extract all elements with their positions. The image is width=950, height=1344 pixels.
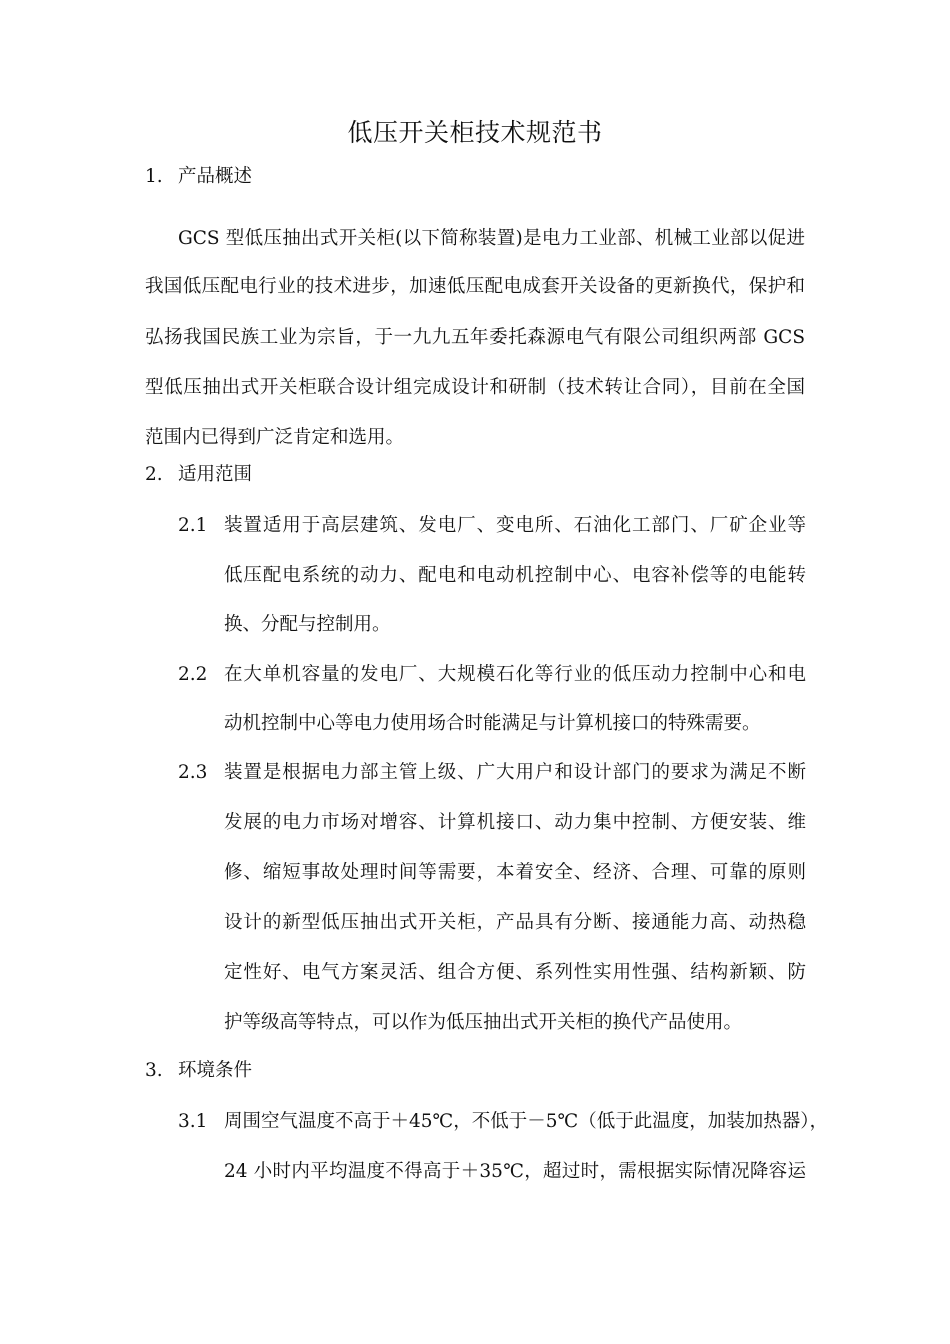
- section-1-paragraph-line: 范围内已得到广泛肯定和选用。: [145, 427, 405, 448]
- section-1-paragraph-line: 我国低压配电行业的技术进步，加速低压配电成套开关设备的更新换代，保护和: [145, 276, 805, 297]
- item-2-1-line: 装置适用于高层建筑、发电厂、变电所、石油化工部门、厂矿企业等: [224, 515, 806, 536]
- section-2-number: 2.: [145, 464, 163, 485]
- section-3-number: 3.: [145, 1060, 163, 1081]
- item-2-1-line: 换、分配与控制用。: [224, 614, 391, 635]
- section-1-paragraph-line: GCS 型低压抽出式开关柜(以下简称装置)是电力工业部、机械工业部以促进: [178, 228, 805, 249]
- item-2-2-line: 动机控制中心等电力使用场合时能满足与计算机接口的特殊需要。: [224, 713, 761, 734]
- item-2-1-line: 低压配电系统的动力、配电和电动机控制中心、电容补偿等的电能转: [224, 565, 806, 586]
- section-1-number: 1.: [145, 166, 163, 187]
- section-3-title: 环境条件: [178, 1060, 253, 1081]
- item-2-3-number: 2.3: [178, 762, 208, 783]
- section-1-title: 产品概述: [178, 166, 253, 187]
- section-1-paragraph-line: 弘扬我国民族工业为宗旨，于一九九五年委托森源电气有限公司组织两部 GCS: [145, 327, 805, 348]
- item-2-3-line: 发展的电力市场对增容、计算机接口、动力集中控制、方便安装、维: [224, 812, 806, 833]
- item-2-2-number: 2.2: [178, 664, 208, 685]
- item-3-1-line: 周围空气温度不高于＋45℃，不低于－5℃（低于此温度，加装加热器），: [224, 1111, 828, 1132]
- item-3-1-line: 24 小时内平均温度不得高于＋35℃，超过时，需根据实际情况降容运: [224, 1161, 806, 1182]
- item-3-1-number: 3.1: [178, 1111, 208, 1132]
- item-2-2-line: 在大单机容量的发电厂、大规模石化等行业的低压动力控制中心和电: [224, 664, 806, 685]
- item-2-3-line: 装置是根据电力部主管上级、广大用户和设计部门的要求为满足不断: [224, 762, 806, 783]
- item-2-3-line: 设计的新型低压抽出式开关柜，产品具有分断、接通能力高、动热稳: [224, 912, 806, 933]
- item-2-3-line: 定性好、电气方案灵活、组合方便、系列性实用性强、结构新颖、防: [224, 962, 806, 983]
- item-2-1-number: 2.1: [178, 515, 208, 536]
- section-1-paragraph-line: 型低压抽出式开关柜联合设计组完成设计和研制（技术转让合同），目前在全国: [145, 377, 805, 398]
- section-2-title: 适用范围: [178, 464, 253, 485]
- document-title: 低压开关柜技术规范书: [347, 118, 603, 147]
- item-2-3-line: 护等级高等特点，可以作为低压抽出式开关柜的换代产品使用。: [224, 1012, 743, 1033]
- item-2-3-line: 修、缩短事故处理时间等需要，本着安全、经济、合理、可靠的原则: [224, 862, 806, 883]
